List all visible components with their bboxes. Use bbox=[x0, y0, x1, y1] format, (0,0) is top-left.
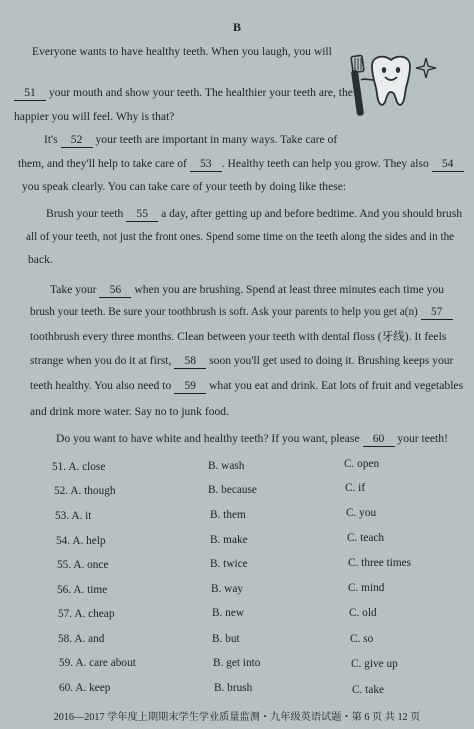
p4-line4: strange when you do it at first, 58 soon you'll get used to doing it. Brushing keeps your bbox=[30, 354, 454, 367]
option-c[interactable]: C. so bbox=[350, 633, 374, 645]
blank-60: 60 bbox=[363, 432, 395, 447]
option-b[interactable]: B. but bbox=[212, 633, 240, 645]
p1-line2: 51 your mouth and show your teeth. The healthier your teeth are, the bbox=[14, 86, 353, 101]
option-b[interactable]: B. new bbox=[212, 607, 245, 619]
p1-line3: happier you will feel. Why is that? bbox=[14, 110, 175, 123]
p4-line6: and drink more water. Say no to junk food. bbox=[30, 405, 229, 418]
section-label: B bbox=[232, 20, 241, 34]
option-b[interactable]: B. way bbox=[211, 583, 244, 595]
blank-59: 59 bbox=[174, 379, 206, 394]
p1-line1: Everyone wants to have healthy teeth. When you laugh, you will bbox=[32, 45, 332, 58]
blank-51: 51 bbox=[14, 86, 46, 101]
p3-line2: all of your teeth, not just the front ones. Spend some time on the teeth along the sides and in the bbox=[26, 231, 455, 243]
option-a[interactable]: 53. A. it bbox=[55, 510, 92, 522]
option-b[interactable]: B. get into bbox=[213, 657, 261, 669]
option-c[interactable]: C. take bbox=[352, 684, 384, 696]
blank-52: 52 bbox=[61, 133, 93, 148]
option-a[interactable]: 51. A. close bbox=[52, 461, 106, 473]
option-b[interactable]: B. because bbox=[208, 484, 257, 496]
p4-line1: Take your 56 when you are brushing. Spend at least three minutes each time you bbox=[50, 283, 445, 296]
option-c[interactable]: C. old bbox=[349, 607, 377, 619]
blank-56: 56 bbox=[99, 283, 131, 298]
blank-57: 57 bbox=[421, 305, 453, 320]
p3-line1: Brush your teeth 55 a day, after getting up and before bedtime. And you should brush bbox=[46, 207, 463, 220]
p2-line3: you speak clearly. You can take care of your teeth by doing like these: bbox=[22, 180, 347, 193]
p2-line1: It's 52 your teeth are important in many ways. Take care of bbox=[44, 133, 338, 146]
option-a[interactable]: 57. A. cheap bbox=[58, 608, 115, 620]
option-a[interactable]: 60. A. keep bbox=[59, 682, 111, 694]
p3-line3: back. bbox=[28, 253, 53, 266]
option-a[interactable]: 54. A. help bbox=[56, 535, 106, 547]
p5-line1: Do you want to have white and healthy teeth? If you want, please 60 your teeth! bbox=[56, 432, 448, 445]
blank-53: 53 bbox=[190, 157, 222, 172]
page-footer: 2016—2017 学年度上期期末学生学业质量监测・九年级英语试题・第 6 页 共 12 页 bbox=[53, 712, 421, 723]
option-c[interactable]: C. three times bbox=[348, 557, 412, 569]
option-c[interactable]: C. mind bbox=[348, 582, 385, 594]
option-b[interactable]: B. make bbox=[210, 534, 248, 546]
blank-58: 58 bbox=[174, 354, 206, 369]
option-a[interactable]: 56. A. time bbox=[57, 584, 108, 596]
option-a[interactable]: 55. A. once bbox=[57, 559, 109, 571]
option-c[interactable]: C. give up bbox=[351, 658, 398, 670]
option-a[interactable]: 59. A. care about bbox=[59, 657, 136, 669]
blank-54: 54 bbox=[432, 157, 464, 172]
tooth-with-toothbrush-icon bbox=[348, 50, 440, 120]
option-b[interactable]: B. them bbox=[210, 509, 246, 521]
option-c[interactable]: C. open bbox=[344, 458, 380, 470]
option-c[interactable]: C. if bbox=[345, 482, 366, 494]
option-a[interactable]: 58. A. and bbox=[58, 633, 105, 645]
option-b[interactable]: B. twice bbox=[210, 558, 248, 570]
option-b[interactable]: B. wash bbox=[208, 460, 245, 472]
p4-line2: brush your teeth. Be sure your toothbrush is soft. Ask your parents to help you get a(n) 57 bbox=[30, 305, 453, 320]
option-c[interactable]: C. teach bbox=[347, 532, 385, 544]
p4-line5: teeth healthy. You also need to 59 what you eat and drink. Eat lots of fruit and vegetables bbox=[30, 379, 464, 392]
option-c[interactable]: C. you bbox=[346, 507, 377, 519]
blank-55: 55 bbox=[126, 207, 158, 222]
option-a[interactable]: 52. A. though bbox=[54, 485, 116, 497]
option-b[interactable]: B. brush bbox=[214, 682, 253, 694]
p2-line2: them, and they'll help to take care of 53 . Healthy teeth can help you grow. They also 54 bbox=[18, 157, 464, 172]
p4-line3: toothbrush every three months. Clean between your teeth with dental floss (牙线). It feels bbox=[30, 330, 447, 343]
